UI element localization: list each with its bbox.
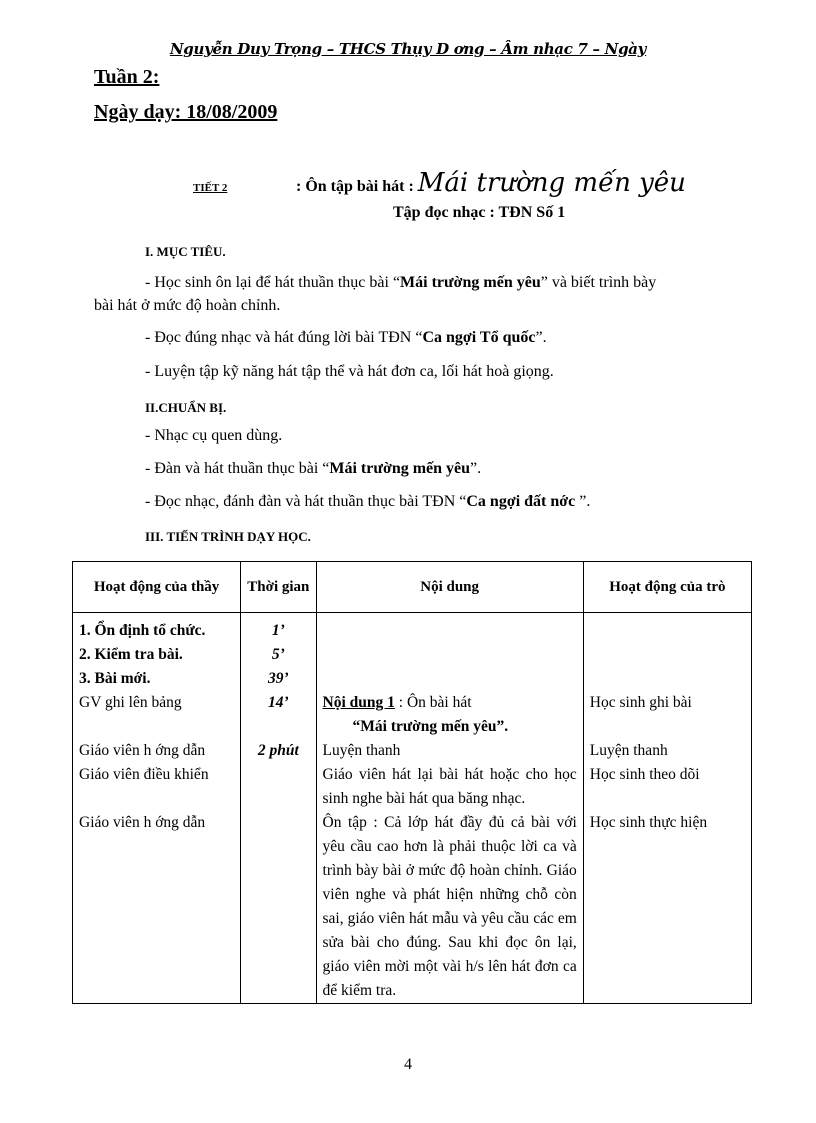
student-activity [590, 787, 745, 811]
content-column [316, 613, 583, 1004]
prep-text: - Đàn và hát thuần thục bài “ [145, 460, 330, 477]
review-label: : Ôn tập bài hát : [296, 178, 414, 195]
prep-line-1: - Nhạc cụ quen dùng. [145, 427, 283, 444]
running-header: Nguyễn Duy Trọng – THCS Thụy D ơng – Âm nhạc 7 – Ngày [169, 40, 647, 58]
reading-title: Tập đọc nhạc : TĐN Số 1 [393, 204, 566, 221]
student-activity: Học sinh ghi bài [589, 694, 692, 711]
header-student: Hoạt động của trò [583, 562, 751, 613]
header-time: Thời gian [241, 562, 316, 613]
student-activity [590, 643, 745, 667]
song-name: Mái trường mến yêu [400, 274, 541, 291]
objective-line-1 [145, 272, 755, 294]
song-name: Mái trường mến yêu [329, 460, 471, 477]
student-activity: Học sinh thực hiện [589, 814, 708, 831]
prep-text: ”. [470, 460, 482, 477]
content-paragraph-1: Giáo viên hát lại bài hát hoặc cho học sinh nghe bài hát qua băng nhạc. [322, 766, 577, 807]
teaching-date: Ngày dạy: 18/08/2009 [94, 101, 278, 123]
prep-line-3 [145, 491, 590, 513]
time-value [247, 715, 309, 739]
student-activity: Học sinh theo dõi [589, 766, 700, 783]
student-activity: Luyện thanh [589, 742, 668, 759]
teacher-column [73, 613, 241, 1004]
content-label: Nội dung 1 [322, 694, 395, 711]
section-process-title: III. TIẾN TRÌNH DẠY HỌC. [145, 529, 311, 544]
student-activity [590, 715, 745, 739]
lesson-number: TIẾT 2 [193, 182, 228, 194]
objective-line-4: - Luyện tập kỹ năng hát tập thể và hát đơn ca, lối hát hoà giọng. [145, 363, 554, 380]
lesson-title-row [193, 168, 686, 198]
content-warmup: Luyện thanh [322, 742, 401, 759]
week-label: Tuần 2: [94, 66, 160, 88]
time-value: 2 phút [257, 742, 299, 759]
teacher-step: 2. Kiểm tra bài. [79, 646, 183, 663]
objective-text: - Học sinh ôn lại để hát thuần thục bài “ [145, 274, 401, 291]
content-heading-text: : Ôn bài hát [398, 694, 472, 711]
student-activity [590, 619, 745, 643]
content-heading [323, 691, 577, 715]
objective-line-2: bài hát ở mức độ hoàn chỉnh. [94, 297, 281, 314]
time-value: 1’ [271, 622, 285, 639]
content-paragraph-2: Ôn tập : Cả lớp hát đầy đủ cả bài với yêu cầu cao hơn là phải thuộc lời ca và trình bày bài ở mức độ hoàn chỉnh. Giáo viên nghe và phát hiện những chỗ còn sai, giáo viên hát mẫu và yêu cầu các em sửa bài cho đúng. Sau khi đọc ôn lại, giáo viên mời một vài h/s lên hát đơn ca để kiểm tra. [322, 814, 577, 999]
student-column [583, 613, 751, 1004]
content-song-title: “Mái trường mến yêu”. [352, 718, 509, 735]
student-activity [590, 667, 745, 691]
teacher-step: Giáo viên điều khiển [79, 766, 209, 783]
song-name: Ca ngợi đất nớc [466, 493, 576, 510]
prep-line-2 [145, 458, 481, 480]
section-preparation-title: II.CHUẨN BỊ. [145, 400, 227, 415]
lesson-activity-table [72, 561, 752, 1004]
objective-text: - Đọc đúng nhạc và hát đúng lời bài TĐN “ [145, 329, 423, 346]
header-teacher: Hoạt động của thầy [73, 562, 241, 613]
teacher-step: Giáo viên h ớng dẫn [79, 814, 206, 831]
time-value: 39’ [268, 670, 289, 687]
teacher-step [79, 787, 234, 811]
prep-text: - Đọc nhạc, đánh đàn và hát thuần thục bài TĐN “ [145, 493, 467, 510]
page-number: 4 [404, 1056, 412, 1073]
teacher-step: 1. Ổn định tổ chức. [79, 622, 206, 639]
objective-line-3 [145, 327, 547, 349]
teacher-step: GV ghi lên bảng [79, 694, 182, 711]
teacher-step [79, 715, 234, 739]
teacher-step: Giáo viên h ớng dẫn [79, 742, 206, 759]
prep-text: ”. [575, 493, 591, 510]
table-row [73, 613, 752, 1004]
time-value: 14’ [268, 694, 289, 711]
time-value: 5’ [271, 646, 285, 663]
time-column [241, 613, 316, 1004]
song-name: Ca ngợi Tổ quốc [422, 329, 536, 346]
objective-text: ”. [535, 329, 547, 346]
teacher-step: 3. Bài mới. [79, 670, 151, 687]
objective-text: ” và biết trình bày [540, 274, 657, 291]
header-content: Nội dung [316, 562, 583, 613]
table-header-row [73, 562, 752, 613]
section-objectives-title: I. MỤC TIÊU. [145, 244, 226, 259]
song-title: Mái trường mến yêu [417, 168, 686, 198]
